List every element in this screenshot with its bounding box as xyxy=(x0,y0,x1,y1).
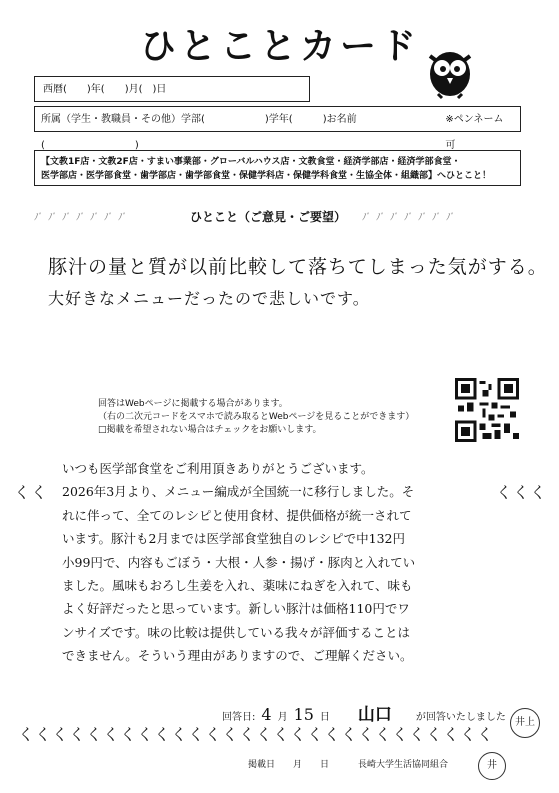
decorative-chevrons: くくくくくくくくくくくくくくくくくくくくくくくくくくくく xyxy=(18,725,495,744)
store-list xyxy=(34,150,521,186)
affiliation-field[interactable] xyxy=(34,106,521,151)
publication-notice xyxy=(98,398,448,437)
reply-month: 4 xyxy=(261,705,272,724)
notice-line: □掲載を希望されない場合はチェックをお願いします。 xyxy=(98,425,322,435)
organization-name: 長崎大学生活協同組合 xyxy=(358,760,449,770)
comment-line: 大好きなメニューだったので悲しいです。 xyxy=(48,289,370,308)
card-title: ひとことカード xyxy=(140,26,421,67)
reply-day: 15 xyxy=(293,705,314,724)
comment-line: 豚汁の量と質が以前比較して落ちてしまった気がする。 xyxy=(48,256,548,278)
approval-stamp: 井 xyxy=(478,752,506,780)
reply-line: 2026年3月より、メニュー編成が全国統一に移行しました。そ xyxy=(62,484,415,500)
reply-line: 小99円で、内容もごぼう・大根・人参・揚げ・豚肉と入れてい xyxy=(62,554,416,570)
reply-date-label: 回答日: xyxy=(222,712,256,723)
reply-line: ンサイズです。味の比較は提供している我々が評価することは xyxy=(62,624,411,640)
affiliation-label: 所属（学生・教職員・その他）学部( )学年( )お名前( ) xyxy=(41,114,357,151)
store-list-line: 医学部店・医学部食堂・歯学部店・歯学部食堂・保健学科店・保健学科食堂・生協全体・組織部】へひとこと！ xyxy=(41,171,492,181)
reply-month-unit: 月 xyxy=(277,712,288,723)
inspector-stamp: 井上 xyxy=(510,708,540,738)
store-list-line: 【文教1F店・文教2F店・すまい事業部・グローバルハウス店・文教食堂・経済学部店・経済学部食堂・ xyxy=(41,157,461,167)
date-field[interactable]: 西暦( )年( )月( )日 xyxy=(34,76,310,102)
notice-line: （右の二次元コードをスマホで読み取るとWebページを見ることができます） xyxy=(98,412,415,422)
penname-note: ※ペンネーム可 xyxy=(445,114,504,151)
publication-date: 掲載日 月 日 xyxy=(248,760,330,770)
reply-line: れに伴って、全てのレシピと使用食材、提供価格が統一されて xyxy=(62,507,412,523)
decorative-divider: ﾉﾞﾉﾞﾉﾞﾉﾞﾉﾞﾉﾞﾉﾞ xyxy=(34,213,133,223)
owl-mascot-icon xyxy=(420,40,480,100)
reply-line: できません。そういう理由がありますので、ご理解ください。 xyxy=(62,648,413,664)
reply-line: います。豚汁も2月までは医学部食堂独自のレシピで中132円 xyxy=(62,531,406,547)
reply-line: よく好評だったと思っています。新しい豚汁は価格110円でワ xyxy=(62,601,410,617)
decorative-divider: ﾉﾞﾉﾞﾉﾞﾉﾞﾉﾞﾉﾞﾉﾞ xyxy=(362,213,461,223)
responder-suffix: が回答いたしました xyxy=(415,712,506,723)
responder-name: 山口 xyxy=(357,705,392,725)
reply-line: いつも医学部食堂をご利用頂きありがとうございます。 xyxy=(62,461,374,476)
section-heading: ひとこと（ご意見・ご要望） xyxy=(190,210,347,224)
reply-day-unit: 日 xyxy=(319,712,330,723)
reply-text xyxy=(62,457,492,668)
reply-line: ました。風味もおろし生姜を入れ、薬味にねぎを入れて、味も xyxy=(62,578,413,594)
notice-line: 回答はWebページに掲載する場合があります。 xyxy=(98,399,288,409)
decorative-chevrons: くく xyxy=(14,483,49,502)
decorative-chevrons: くくく xyxy=(496,483,548,502)
qr-code-icon[interactable] xyxy=(455,378,519,442)
